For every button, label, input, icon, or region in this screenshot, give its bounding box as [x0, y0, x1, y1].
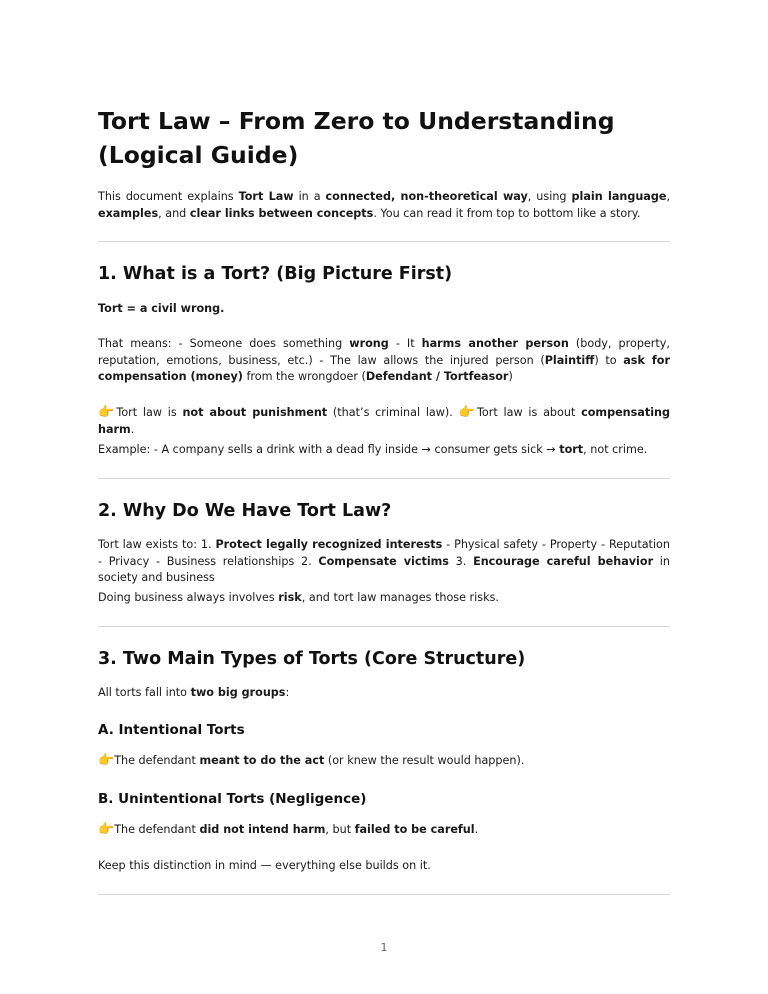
section-2-heading: 2. Why Do We Have Tort Law?: [98, 501, 392, 521]
distinction-paragraph: Keep this distinction in mind — everything else builds on it.: [98, 859, 431, 872]
divider: [98, 626, 670, 627]
divider: [98, 241, 670, 242]
torts-groups-paragraph: All torts fall into two big groups:: [98, 686, 290, 699]
purpose-list-paragraph: Tort law exists to: 1. Protect legally recognized interests - Physical safety - Property - Reputation - Privacy - Business relationships 2. Compensate victims 3. Encourage careful behavior in society and business: [98, 538, 670, 584]
divider: [98, 894, 670, 895]
pointing-hand-icon: 👉: [458, 405, 477, 420]
unintentional-torts-paragraph: 👉The defendant did not intend harm, but failed to be careful.: [98, 822, 479, 837]
section-3-heading: 3. Two Main Types of Torts (Core Structure): [98, 649, 526, 669]
intentional-torts-paragraph: 👉The defendant meant to do the act (or knew the result would happen).: [98, 753, 525, 768]
section-1-heading: 1. What is a Tort? (Big Picture First): [98, 264, 453, 284]
unintentional-torts-heading: B. Unintentional Torts (Negligence): [98, 791, 367, 807]
page-number: 1: [380, 941, 388, 954]
tort-meaning-paragraph: That means: - Someone does something wrong - It harms another person (body, property, reputation, emotions, business, etc.) - The law allows the injured person (Plaintiff) to ask for compensation (money) from the wrongdoer (Defendant / Tortfeasor): [98, 337, 670, 383]
page-title: Tort Law – From Zero to Understanding (Logical Guide): [98, 107, 615, 169]
example-paragraph: Example: - A company sells a drink with a dead fly inside → consumer gets sick → tort, not crime.: [98, 443, 648, 456]
tort-definition: Tort = a civil wrong.: [98, 302, 225, 315]
intro-paragraph: This document explains Tort Law in a connected, non-theoretical way, using plain language, examples, and clear links between concepts. You can read it from top to bottom like a story.: [98, 190, 671, 220]
pointing-hand-icon: 👉: [98, 405, 117, 420]
divider: [98, 478, 670, 479]
tort-purpose-paragraph: 👉Tort law is not about punishment (that’s criminal law). 👉Tort law is about compensating harm.: [98, 405, 671, 436]
risk-paragraph: Doing business always involves risk, and tort law manages those risks.: [98, 591, 499, 604]
intentional-torts-heading: A. Intentional Torts: [98, 722, 245, 738]
pointing-hand-icon: 👉: [98, 753, 115, 768]
pointing-hand-icon: 👉: [98, 822, 115, 837]
